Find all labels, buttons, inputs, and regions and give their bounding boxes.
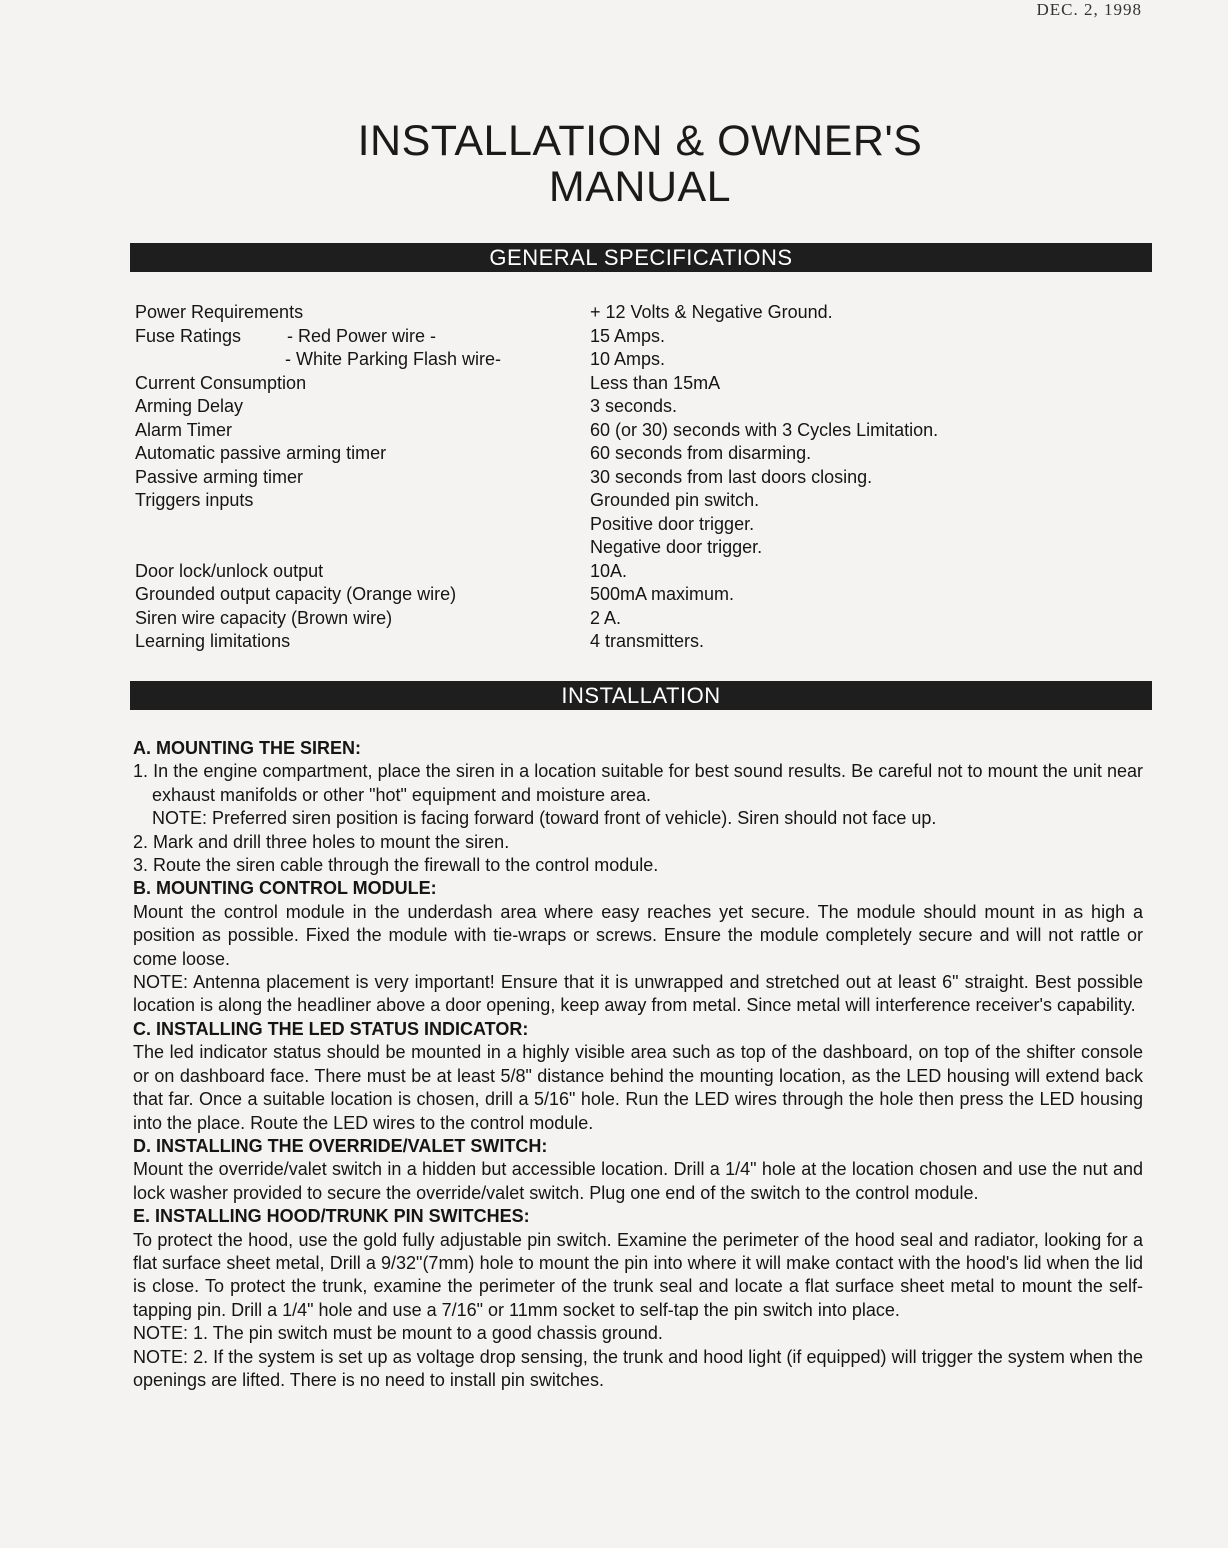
text-override-valet: Mount the override/valet switch in a hidden but accessible location. Drill a 1/4" hole at the location chosen and use the nut and lock washer provided to secure the override/valet switch. Plug one end of the switch to the control module. [133,1159,1143,1203]
section-bar-general-specifications: GENERAL SPECIFICATIONS [130,243,1152,272]
heading-override-valet: D. INSTALLING THE OVERRIDE/VALET SWITCH: [133,1135,548,1156]
installation-content [133,737,1143,1392]
spec-label: Automatic passive arming timer [135,443,387,463]
spec-value: + 12 Volts & Negative Ground. [590,302,833,322]
spec-value: 4 transmitters. [590,631,705,651]
note-siren-position: NOTE: Preferred siren position is facing forward (toward front of vehicle). Siren should not face up. [152,808,937,829]
spec-value: Less than 15mA [590,372,721,393]
spec-label: Learning limitations [135,631,291,651]
heading-led-indicator: C. INSTALLING THE LED STATUS INDICATOR: [133,1018,529,1039]
heading-mounting-siren: A. MOUNTING THE SIREN: [133,738,361,758]
spec-label: Power Requirements [135,302,304,322]
spec-row-power [135,301,1135,325]
spec-row-triggers-2 [135,513,1135,537]
note-pin-ground: NOTE: 1. The pin switch must be mount to a good chassis ground. [133,1323,663,1344]
spec-value: 15 Amps. [590,325,666,346]
spec-row-alarm-timer [135,419,1135,443]
spec-label: Current Consumption [135,372,307,393]
text-pin-switches: To protect the hood, use the gold fully adjustable pin switch. Examine the perimeter of the hood seal and radiator, looking for a flat surface sheet metal, Drill a 9/32"(7mm) hole to mount the pin into where it will make contact with the hood's lid when the lid is close. To protect the trunk, examine the perimeter of the trunk seal and locate a flat surface sheet metal to mount the self-tapping pin. Drill a 1/4" hole and use a 7/16" or 11mm socket to self-tap the pin switch into place. [133,1229,1143,1320]
text-led-indicator: The led indicator status should be mounted in a highly visible area such as top of the dashboard, on top of the shifter console or on dashboard face. There must be at least 5/8" distance behind the mounting location, as the LED housing will extend back that far. Once a suitable location is chosen, drill a 5/16" hole. Run the LED wires through the hole then press the LED housing into the place. Route the LED wires to the control module. [133,1042,1143,1133]
spec-sublabel: - Red Power wire - [287,325,437,346]
spec-row-learning [135,630,1135,654]
spec-value: 10A. [590,560,628,581]
spec-row-triggers-3 [135,536,1135,560]
spec-value: 500mA maximum. [590,584,735,604]
date-stamp: DEC. 2, 1998 [1036,0,1142,19]
spec-label: Passive arming timer [135,466,304,487]
spec-row-current [135,372,1135,396]
spec-sublabel: - White Parking Flash wire- [285,349,502,369]
spec-row-arming-delay [135,395,1135,419]
text-control-module: Mount the control module in the underdash area where easy reaches yet secure. The module should mount in as high a position as possible. Fixed the module with tie-wraps or screws. Ensure the module completely secure and will not rattle or come loose. [133,901,1143,969]
spec-value: 30 seconds from last doors closing. [590,466,873,487]
spec-row-fuse-red [135,325,1135,349]
spec-label: Siren wire capacity (Brown wire) [135,607,393,628]
spec-value: Negative door trigger. [590,537,763,557]
step-siren-1: 1. In the engine compartment, place the siren in a location suitable for best sound results. Be careful not to mount the unit near exhaust manifolds or other "hot" equipment and moisture area. [133,761,1143,805]
spec-label: Arming Delay [135,396,244,416]
heading-mounting-control-module: B. MOUNTING CONTROL MODULE: [133,878,437,899]
spec-row-grounded-output [135,583,1135,607]
title-line-2: MANUAL [548,163,732,211]
spec-label: Alarm Timer [135,419,233,440]
spec-value: 3 seconds. [590,396,678,416]
spec-label: Triggers inputs [135,490,254,510]
spec-row-fuse-white [135,348,1135,372]
spec-row-passive-timer [135,466,1135,490]
step-siren-3: 3. Route the siren cable through the firewall to the control module. [133,855,659,876]
spec-label: Door lock/unlock output [135,560,324,581]
heading-pin-switches: E. INSTALLING HOOD/TRUNK PIN SWITCHES: [133,1206,530,1227]
spec-row-auto-passive [135,442,1135,466]
spec-row-triggers [135,489,1135,513]
spec-value: 60 (or 30) seconds with 3 Cycles Limitation. [590,419,939,440]
title-line-1: INSTALLATION & OWNER'S [357,117,923,165]
spec-value: 2 A. [590,607,622,628]
note-voltage-drop: NOTE: 2. If the system is set up as voltage drop sensing, the trunk and hood light (if equipped) will trigger the system when the openings are lifted. There is no need to install pin switches. [133,1346,1143,1390]
spec-row-door-lock [135,560,1135,584]
spec-value: Positive door trigger. [590,513,755,534]
specs-table [135,301,1135,654]
page-title [0,118,1228,210]
note-antenna: NOTE: Antenna placement is very important! Ensure that it is unwrapped and stretched out at least 6" straight. Best possible location is along the headliner above a door opening, keep away from metal. Since metal will interference receiver's capability. [133,972,1143,1016]
section-bar-installation: INSTALLATION [130,681,1152,710]
spec-label: Fuse Ratings [135,325,242,346]
step-siren-2: 2. Mark and drill three holes to mount the siren. [133,831,510,852]
spec-row-siren-wire [135,607,1135,631]
spec-value: 60 seconds from disarming. [590,443,812,463]
spec-label: Grounded output capacity (Orange wire) [135,584,457,604]
spec-value: 10 Amps. [590,349,666,369]
spec-value: Grounded pin switch. [590,490,760,510]
